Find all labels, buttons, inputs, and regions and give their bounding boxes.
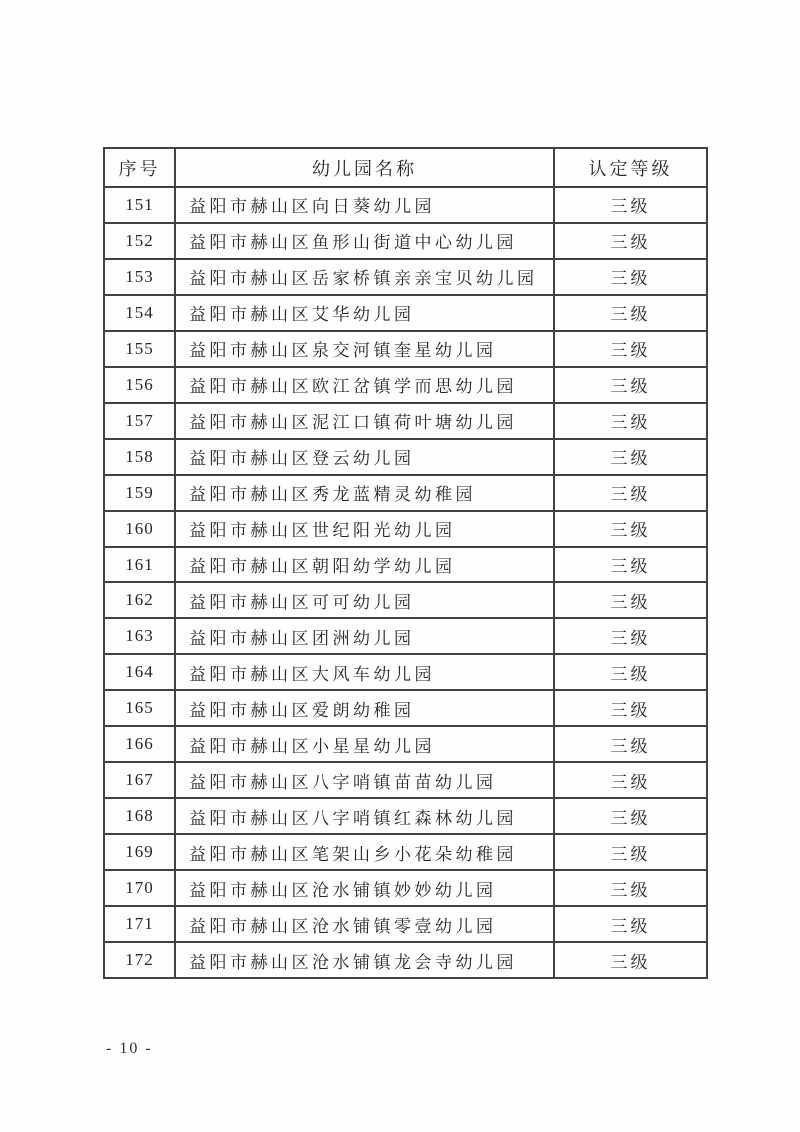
row-serial: 163	[104, 618, 175, 654]
page-number: - 10 -	[106, 1040, 153, 1057]
table-row	[104, 762, 707, 798]
row-serial: 162	[104, 582, 175, 618]
row-serial: 158	[104, 439, 175, 475]
table-row	[104, 187, 707, 223]
table-row	[104, 942, 707, 978]
row-kindergarten-name: 益阳市赫山区岳家桥镇亲亲宝贝幼儿园	[175, 259, 554, 295]
row-kindergarten-name: 益阳市赫山区沧水铺镇妙妙幼儿园	[175, 870, 554, 906]
table-row	[104, 726, 707, 762]
row-rating-level: 三级	[554, 223, 707, 259]
row-serial: 160	[104, 511, 175, 547]
row-kindergarten-name: 益阳市赫山区秀龙蓝精灵幼稚园	[175, 475, 554, 511]
row-kindergarten-name: 益阳市赫山区八字哨镇苗苗幼儿园	[175, 762, 554, 798]
table-row	[104, 403, 707, 439]
row-serial: 171	[104, 906, 175, 942]
header-rating-level: 认定等级	[554, 148, 707, 187]
row-serial: 161	[104, 547, 175, 583]
row-rating-level: 三级	[554, 475, 707, 511]
table-row	[104, 690, 707, 726]
row-kindergarten-name: 益阳市赫山区泉交河镇奎星幼儿园	[175, 331, 554, 367]
table-row	[104, 870, 707, 906]
table-row	[104, 582, 707, 618]
row-rating-level: 三级	[554, 654, 707, 690]
table-row	[104, 798, 707, 834]
table-row	[104, 906, 707, 942]
row-kindergarten-name: 益阳市赫山区登云幼儿园	[175, 439, 554, 475]
table-row	[104, 223, 707, 259]
row-serial: 168	[104, 798, 175, 834]
row-rating-level: 三级	[554, 259, 707, 295]
row-rating-level: 三级	[554, 690, 707, 726]
table-row	[104, 331, 707, 367]
table-row	[104, 547, 707, 583]
row-serial: 167	[104, 762, 175, 798]
table-row	[104, 475, 707, 511]
row-serial: 152	[104, 223, 175, 259]
row-kindergarten-name: 益阳市赫山区沧水铺镇零壹幼儿园	[175, 906, 554, 942]
row-kindergarten-name: 益阳市赫山区爱朗幼稚园	[175, 690, 554, 726]
row-serial: 157	[104, 403, 175, 439]
header-serial: 序号	[104, 148, 175, 187]
kindergarten-rating-table	[103, 147, 708, 979]
row-serial: 169	[104, 834, 175, 870]
row-kindergarten-name: 益阳市赫山区向日葵幼儿园	[175, 187, 554, 223]
row-kindergarten-name: 益阳市赫山区沧水铺镇龙会寺幼儿园	[175, 942, 554, 978]
row-serial: 155	[104, 331, 175, 367]
row-serial: 156	[104, 367, 175, 403]
table-row	[104, 834, 707, 870]
row-serial: 164	[104, 654, 175, 690]
row-serial: 170	[104, 870, 175, 906]
row-kindergarten-name: 益阳市赫山区团洲幼儿园	[175, 618, 554, 654]
row-rating-level: 三级	[554, 403, 707, 439]
row-rating-level: 三级	[554, 295, 707, 331]
row-kindergarten-name: 益阳市赫山区世纪阳光幼儿园	[175, 511, 554, 547]
header-kindergarten-name: 幼儿园名称	[175, 148, 554, 187]
row-rating-level: 三级	[554, 726, 707, 762]
row-rating-level: 三级	[554, 798, 707, 834]
row-rating-level: 三级	[554, 367, 707, 403]
row-kindergarten-name: 益阳市赫山区鱼形山街道中心幼儿园	[175, 223, 554, 259]
row-serial: 166	[104, 726, 175, 762]
table-row	[104, 367, 707, 403]
table-row	[104, 259, 707, 295]
row-kindergarten-name: 益阳市赫山区朝阳幼学幼儿园	[175, 547, 554, 583]
row-kindergarten-name: 益阳市赫山区艾华幼儿园	[175, 295, 554, 331]
table-row	[104, 295, 707, 331]
row-kindergarten-name: 益阳市赫山区可可幼儿园	[175, 582, 554, 618]
row-rating-level: 三级	[554, 439, 707, 475]
row-rating-level: 三级	[554, 906, 707, 942]
table-row	[104, 654, 707, 690]
row-rating-level: 三级	[554, 187, 707, 223]
row-rating-level: 三级	[554, 618, 707, 654]
table-row	[104, 439, 707, 475]
table-header-row	[104, 148, 707, 187]
row-rating-level: 三级	[554, 762, 707, 798]
row-rating-level: 三级	[554, 942, 707, 978]
row-kindergarten-name: 益阳市赫山区泥江口镇荷叶塘幼儿园	[175, 403, 554, 439]
row-serial: 165	[104, 690, 175, 726]
row-serial: 151	[104, 187, 175, 223]
row-rating-level: 三级	[554, 870, 707, 906]
row-kindergarten-name: 益阳市赫山区笔架山乡小花朵幼稚园	[175, 834, 554, 870]
row-kindergarten-name: 益阳市赫山区小星星幼儿园	[175, 726, 554, 762]
row-rating-level: 三级	[554, 834, 707, 870]
row-serial: 153	[104, 259, 175, 295]
row-rating-level: 三级	[554, 331, 707, 367]
row-serial: 159	[104, 475, 175, 511]
row-kindergarten-name: 益阳市赫山区欧江岔镇学而思幼儿园	[175, 367, 554, 403]
row-serial: 154	[104, 295, 175, 331]
row-rating-level: 三级	[554, 582, 707, 618]
row-rating-level: 三级	[554, 547, 707, 583]
row-rating-level: 三级	[554, 511, 707, 547]
table-row	[104, 618, 707, 654]
row-serial: 172	[104, 942, 175, 978]
row-kindergarten-name: 益阳市赫山区八字哨镇红森林幼儿园	[175, 798, 554, 834]
row-kindergarten-name: 益阳市赫山区大风车幼儿园	[175, 654, 554, 690]
table-row	[104, 511, 707, 547]
